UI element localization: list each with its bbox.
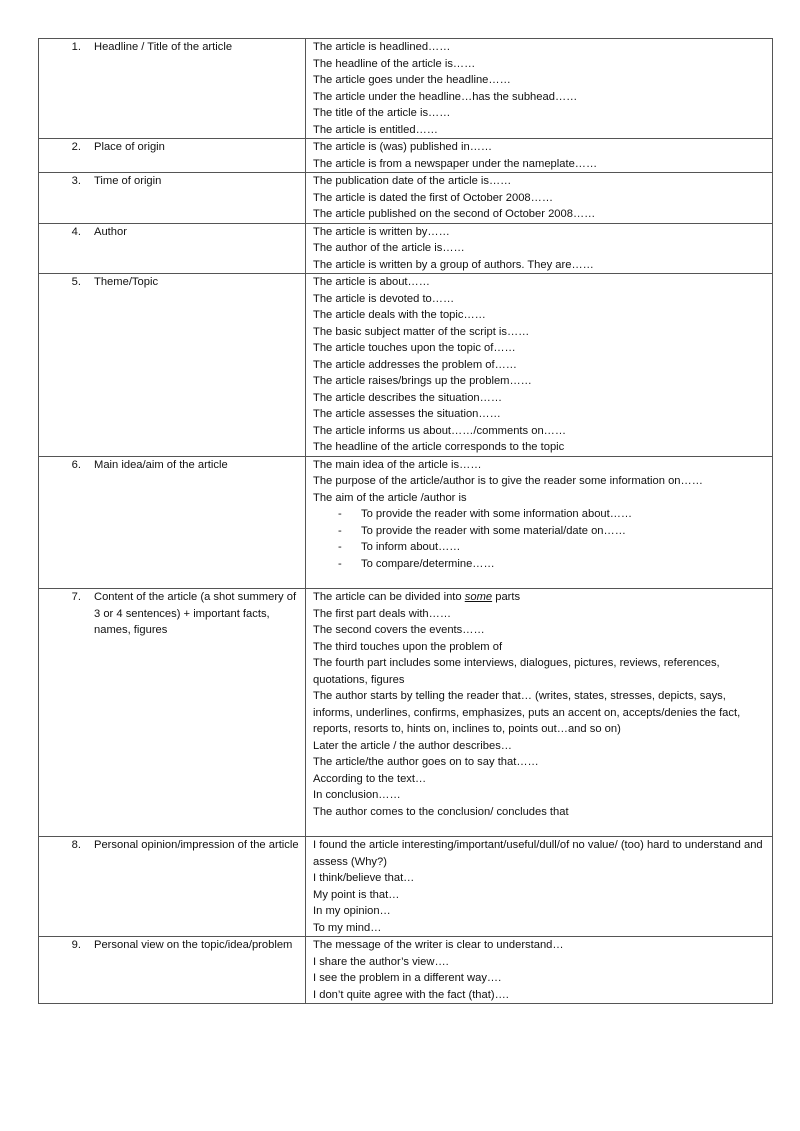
table-row [39, 39, 773, 139]
phrase-line: The article goes under the headline…… [313, 74, 511, 86]
row-label-cell [39, 937, 306, 1004]
phrase-line: To my mind… [313, 921, 382, 934]
blank-line [313, 572, 766, 588]
row-label: Main idea/aim of the article [94, 458, 228, 471]
phrase-line: The publication date of the article is…… [313, 175, 512, 187]
phrase-line: The second covers the events…… [313, 624, 485, 636]
phrase-fragment: parts [492, 591, 521, 603]
dash-bullet: - [338, 541, 342, 553]
row-label-cell [39, 837, 306, 937]
aim-list-item [313, 539, 766, 556]
phrase-line: The headline of the article is…… [313, 57, 476, 70]
table-row [39, 173, 773, 224]
phrase-line: The article is dated the first of October 2008…… [313, 191, 554, 204]
phrase-line: The purpose of the article/author is to give the reader some information on…… [313, 475, 703, 487]
phrase-line: The article is written by…… [313, 225, 450, 238]
row-number: 6. [71, 458, 81, 471]
phrases-cell [306, 937, 773, 1004]
phrase-line: The article is entitled…… [313, 123, 438, 136]
phrase-line: In conclusion…… [313, 789, 401, 801]
row-label: Theme/Topic [94, 276, 159, 288]
phrase-line: The basic subject matter of the script is…… [313, 325, 530, 338]
row-label-cell [39, 139, 306, 173]
phrase-line: The article touches upon the topic of…… [313, 342, 516, 354]
phrase-line: In my opinion… [313, 905, 391, 917]
phrases-cell [306, 274, 773, 457]
row-number: 4. [71, 225, 81, 238]
phrases-cell [306, 456, 773, 589]
phrase-line: The article is written by a group of authors. They are…… [313, 258, 594, 271]
row-number: 7. [71, 591, 81, 603]
table-row [39, 937, 773, 1004]
table-row [39, 456, 773, 589]
phrase-line: The third touches upon the problem of [313, 640, 503, 653]
emphasized-word: some [464, 591, 493, 603]
row-label-cell [39, 589, 306, 837]
row-label: Time of origin [94, 175, 162, 187]
phrase-line: The aim of the article /author is [313, 491, 467, 504]
row-label-cell [39, 274, 306, 457]
row-label: Author [94, 225, 127, 238]
dash-bullet: - [338, 557, 342, 570]
phrase-fragment: The article can be divided into [313, 591, 465, 603]
phrase-line: The article is about…… [313, 276, 430, 288]
phrase-line: The article deals with the topic…… [313, 309, 486, 321]
phrase-line: I think/believe that… [313, 872, 415, 884]
table-row [39, 274, 773, 457]
phrase-line: The article addresses the problem of…… [313, 358, 517, 371]
row-label: Headline / Title of the article [94, 41, 233, 53]
phrase-line: I don’t quite agree with the fact (that)…. [313, 988, 509, 1001]
phrases-cell [306, 39, 773, 139]
phrase-line: According to the text… [313, 772, 427, 785]
phrase-line: The message of the writer is clear to understand… [313, 939, 564, 951]
aim-list-text: To inform about…… [361, 541, 461, 553]
row-number: 8. [71, 839, 81, 851]
phrase-line: The article under the headline…has the subhead…… [313, 90, 578, 103]
phrase-line: The article is (was) published in…… [313, 141, 493, 153]
aim-list-text: To provide the reader with some information about…… [361, 508, 633, 520]
row-label: Place of origin [94, 141, 165, 153]
phrase-line: The first part deals with…… [313, 607, 452, 620]
row-label-cell [39, 173, 306, 224]
aim-list [313, 506, 766, 572]
phrase-line: The main idea of the article is…… [313, 458, 482, 471]
phrase-line: The author comes to the conclusion/ concludes that [313, 805, 569, 818]
phrase-line: The author of the article is…… [313, 242, 465, 254]
phrase-line [313, 589, 766, 606]
row-label-cell [39, 39, 306, 139]
phrase-line: The title of the article is…… [313, 107, 451, 119]
table-row [39, 837, 773, 937]
phrase-line: The author starts by telling the reader that… (writes, states, stresses, depicts, says, informs, underlines, confirms, emphasizes, puts an accent on, accepts/denies the fact, reports, resorts to, hints on, inclines to, points out…and so on) [313, 690, 741, 735]
phrase-line: The article published on the second of October 2008…… [313, 208, 596, 220]
phrase-line: Later the article / the author describes… [313, 739, 512, 752]
table-row [39, 589, 773, 837]
row-label: Personal opinion/impression of the article [94, 839, 299, 851]
row-label: Personal view on the topic/idea/problem [94, 939, 293, 951]
blank-line [313, 820, 766, 836]
aim-list-item [313, 523, 766, 540]
phrase-line: The article is from a newspaper under the nameplate…… [313, 157, 598, 170]
phrase-line: I share the author’s view…. [313, 955, 449, 968]
article-analysis-table [38, 38, 773, 1004]
row-number: 9. [71, 939, 81, 951]
table-row [39, 223, 773, 274]
row-number: 5. [71, 276, 81, 288]
row-label-cell [39, 456, 306, 589]
phrase-line: The article assesses the situation…… [313, 408, 501, 420]
row-label-cell [39, 223, 306, 274]
aim-list-item [313, 556, 766, 573]
phrase-line: The headline of the article corresponds to the topic [313, 441, 565, 453]
phrase-line: The article/the author goes on to say that…… [313, 756, 539, 768]
row-number: 1. [71, 41, 81, 53]
row-number: 3. [71, 175, 81, 187]
row-number: 2. [71, 141, 81, 153]
phrases-cell [306, 589, 773, 837]
phrase-line: The article informs us about……/comments on…… [313, 424, 567, 437]
table-row [39, 139, 773, 173]
aim-list-item [313, 506, 766, 523]
phrase-line: My point is that… [313, 888, 400, 901]
phrases-cell [306, 173, 773, 224]
dash-bullet: - [338, 524, 342, 537]
aim-list-text: To compare/determine…… [361, 557, 495, 570]
phrases-cell [306, 223, 773, 274]
phrase-line: The article raises/brings up the problem…… [313, 375, 532, 387]
phrase-line: The fourth part includes some interviews, dialogues, pictures, reviews, references, quotations, figures [313, 657, 720, 686]
phrase-line: The article describes the situation…… [313, 391, 503, 404]
aim-list-text: To provide the reader with some material/date on…… [361, 524, 626, 537]
phrase-line: The article is headlined…… [313, 41, 451, 53]
row-label: Content of the article (a shot summery of 3 or 4 sentences) + important facts, names, figures [94, 591, 297, 636]
phrase-line: I found the article interesting/important/useful/dull/of no value/ (too) hard to understand and assess (Why?) [313, 839, 763, 868]
phrase-line: The article is devoted to…… [313, 292, 455, 305]
phrase-line: I see the problem in a different way…. [313, 972, 502, 984]
phrases-cell [306, 139, 773, 173]
phrases-cell [306, 837, 773, 937]
dash-bullet: - [338, 508, 342, 520]
